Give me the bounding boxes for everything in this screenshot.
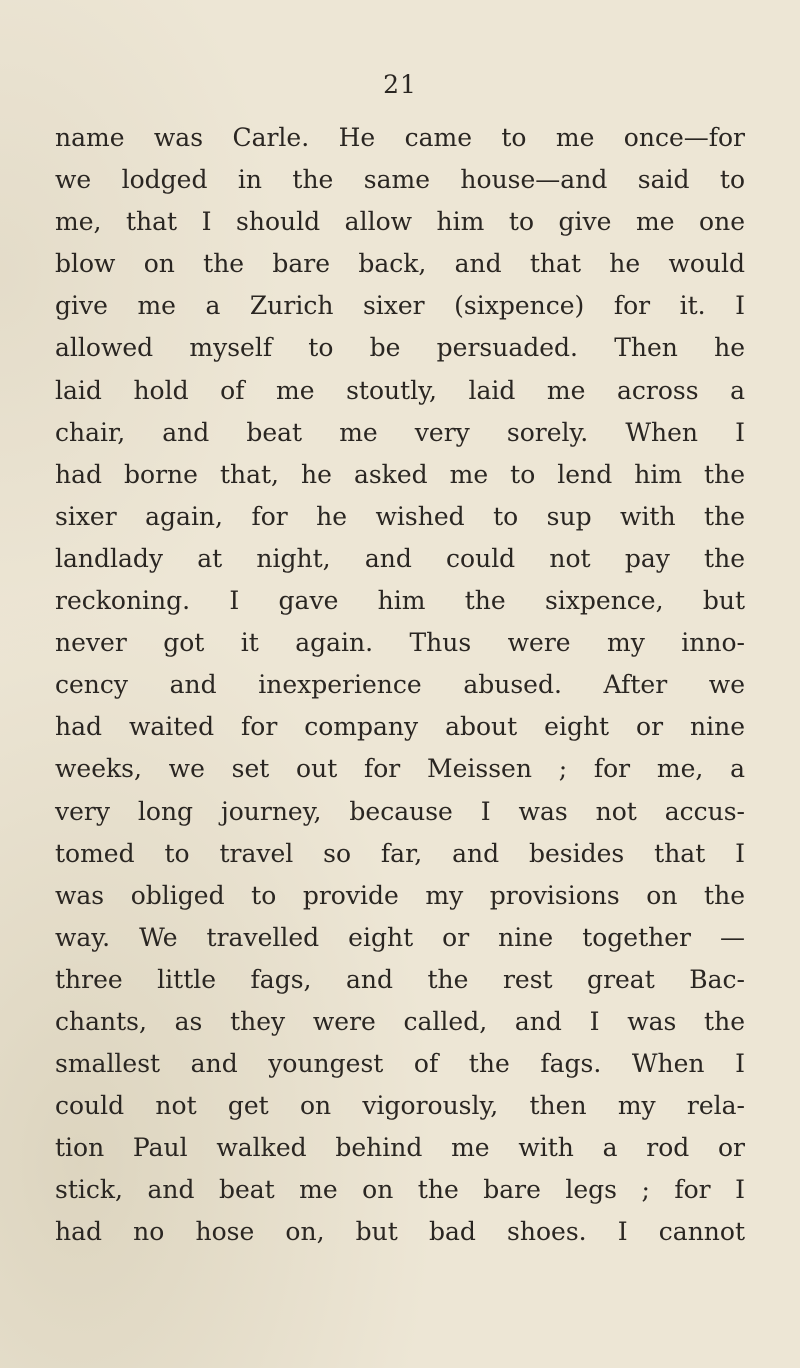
text-line: smallest and youngest of the fags. When I bbox=[55, 1049, 745, 1079]
text-line: allowed myself to be persuaded. Then he bbox=[55, 333, 745, 363]
text-line: tomed to travel so far, and besides that I bbox=[55, 838, 745, 868]
text-line: cency and inexperience abused. After we bbox=[55, 670, 745, 700]
text-line: landlady at night, and could not pay the bbox=[55, 543, 745, 573]
text-line: tion Paul walked behind me with a rod or bbox=[55, 1133, 745, 1163]
text-line: three little fags, and the rest great Bac- bbox=[55, 964, 745, 994]
text-line: me, that I should allow him to give me one bbox=[55, 207, 745, 237]
text-line: weeks, we set out for Meissen ; for me, a bbox=[55, 754, 745, 784]
page-number: 21 bbox=[383, 70, 417, 99]
text-line: chants, as they were called, and I was the bbox=[55, 1006, 745, 1036]
text-line: way. We travelled eight or nine together — bbox=[55, 922, 745, 952]
text-line: had no hose on, but bad shoes. I cannot bbox=[55, 1217, 745, 1247]
body-text bbox=[55, 117, 745, 1254]
text-line: had waited for company about eight or nine bbox=[55, 712, 745, 742]
text-line: chair, and beat me very sorely. When I bbox=[55, 417, 745, 447]
text-line: could not get on vigorously, then my rela- bbox=[55, 1091, 745, 1121]
text-line: very long journey, because I was not accus- bbox=[55, 796, 745, 826]
text-line: never got it again. Thus were my inno- bbox=[55, 628, 745, 658]
text-line: had borne that, he asked me to lend him the bbox=[55, 459, 745, 489]
text-line: reckoning. I gave him the sixpence, but bbox=[55, 586, 745, 616]
text-line: give me a Zurich sixer (sixpence) for it. I bbox=[55, 291, 745, 321]
text-line: sixer again, for he wished to sup with the bbox=[55, 501, 745, 531]
text-line: we lodged in the same house—and said to bbox=[55, 165, 745, 195]
text-line: stick, and beat me on the bare legs ; for I bbox=[55, 1175, 745, 1205]
text-line: blow on the bare back, and that he would bbox=[55, 249, 745, 279]
text-line: laid hold of me stoutly, laid me across a bbox=[55, 375, 745, 405]
text-line: was obliged to provide my provisions on the bbox=[55, 880, 745, 910]
text-line: name was Carle. He came to me once—for bbox=[55, 123, 745, 152]
